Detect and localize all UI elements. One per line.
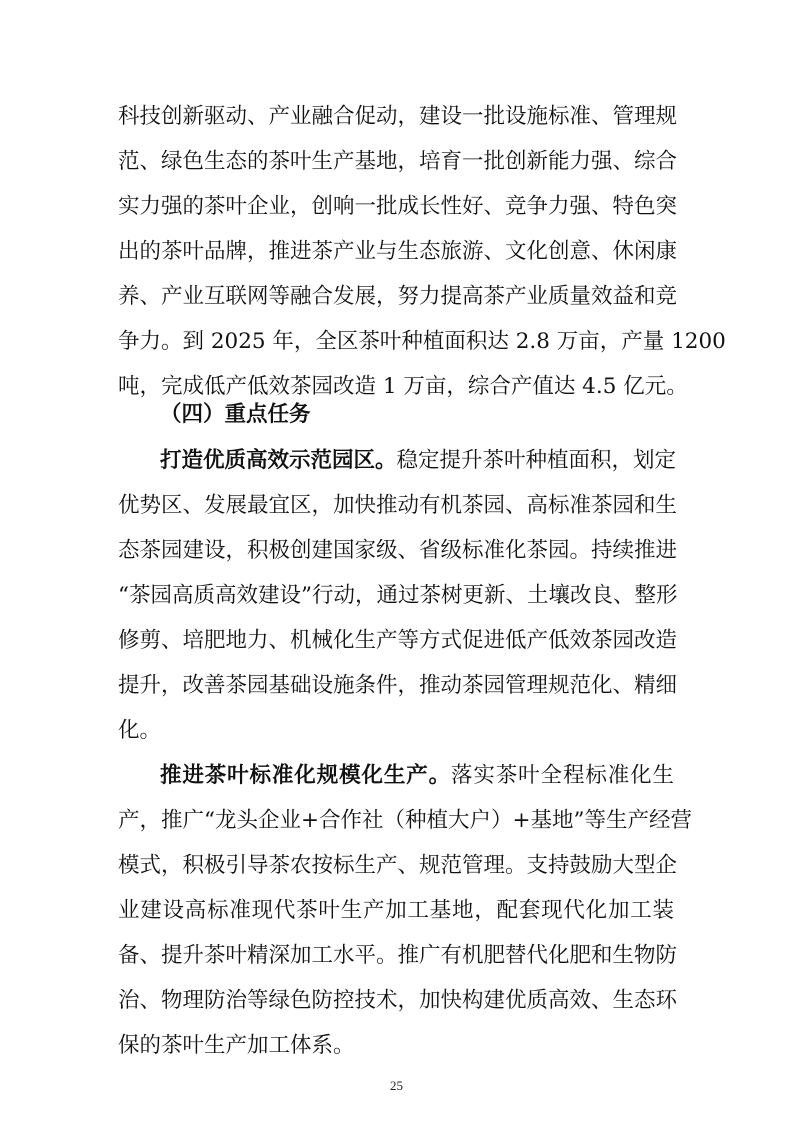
- paragraph-1-line-6: 争力。到 2025 年，全区茶叶种植面积达 2.8 万亩，产量 1200: [118, 329, 726, 354]
- paragraph-3-line-2: 产，推广“龙头企业+合作社（种植大户）+基地”等生产经营: [118, 808, 693, 833]
- paragraph-3-line-1-rest: 落实茶叶全程标准化生: [451, 763, 674, 788]
- paragraph-3-line-4: 业建设高标准现代茶叶生产加工基地，配套现代化加工装: [118, 898, 674, 923]
- paragraph-3-line-5: 备、提升茶叶精深加工水平。推广有机肥替代化肥和生物防: [118, 943, 678, 968]
- paragraph-2-lead: 打造优质高效示范园区。: [160, 448, 397, 473]
- paragraph-1-line-3: 实力强的茶叶企业，创响一批成长性好、竞争力强、特色突: [118, 194, 678, 219]
- paragraph-3-line-1: [160, 761, 674, 791]
- paragraph-2-line-5: 修剪、培肥地力、机械化生产等方式促进低产低效茶园改造: [118, 628, 678, 653]
- paragraph-2-line-2: 优势区、发展最宜区，加快推动有机茶园、高标准茶园和生: [118, 493, 678, 518]
- paragraph-3-line-3: 模式，积极引导茶农按标生产、规范管理。支持鼓励大型企: [118, 853, 678, 878]
- paragraph-1-line-7: 吨，完成低产低效茶园改造 1 万亩，综合产值达 4.5 亿元。: [118, 374, 688, 399]
- paragraph-3-lead: 推进茶叶标准化规模化生产。: [160, 763, 452, 788]
- paragraph-1-line-1: 科技创新驱动、产业融合促动，建设一批设施标准、管理规: [118, 104, 678, 129]
- section-heading: （四）重点任务: [160, 402, 311, 427]
- paragraph-2-line-7: 化。: [118, 718, 162, 743]
- paragraph-2-line-1: [160, 446, 677, 476]
- paragraph-2-line-1-rest: 稳定提升茶叶种植面积，划定: [396, 448, 677, 473]
- paragraph-1-line-5: 养、产业互联网等融合发展，努力提高茶产业质量效益和竞: [118, 284, 678, 309]
- paragraph-3-line-6: 治、物理防治等绿色防控技术，加快构建优质高效、生态环: [118, 988, 678, 1013]
- paragraph-1-line-2: 范、绿色生态的茶叶生产基地，培育一批创新能力强、综合: [118, 149, 678, 174]
- paragraph-2-line-4: “茶园高质高效建设”行动，通过茶树更新、土壤改良、整形: [118, 583, 678, 608]
- paragraph-3-line-7: 保的茶叶生产加工体系。: [118, 1033, 355, 1058]
- page-number: 25: [390, 1078, 403, 1093]
- paragraph-2-line-6: 提升，改善茶园基础设施条件，推动茶园管理规范化、精细: [118, 673, 678, 698]
- paragraph-1-line-4: 出的茶叶品牌，推进茶产业与生态旅游、文化创意、休闲康: [118, 239, 678, 264]
- paragraph-2-line-3: 态茶园建设，积极创建国家级、省级标准化茶园。持续推进: [118, 538, 678, 563]
